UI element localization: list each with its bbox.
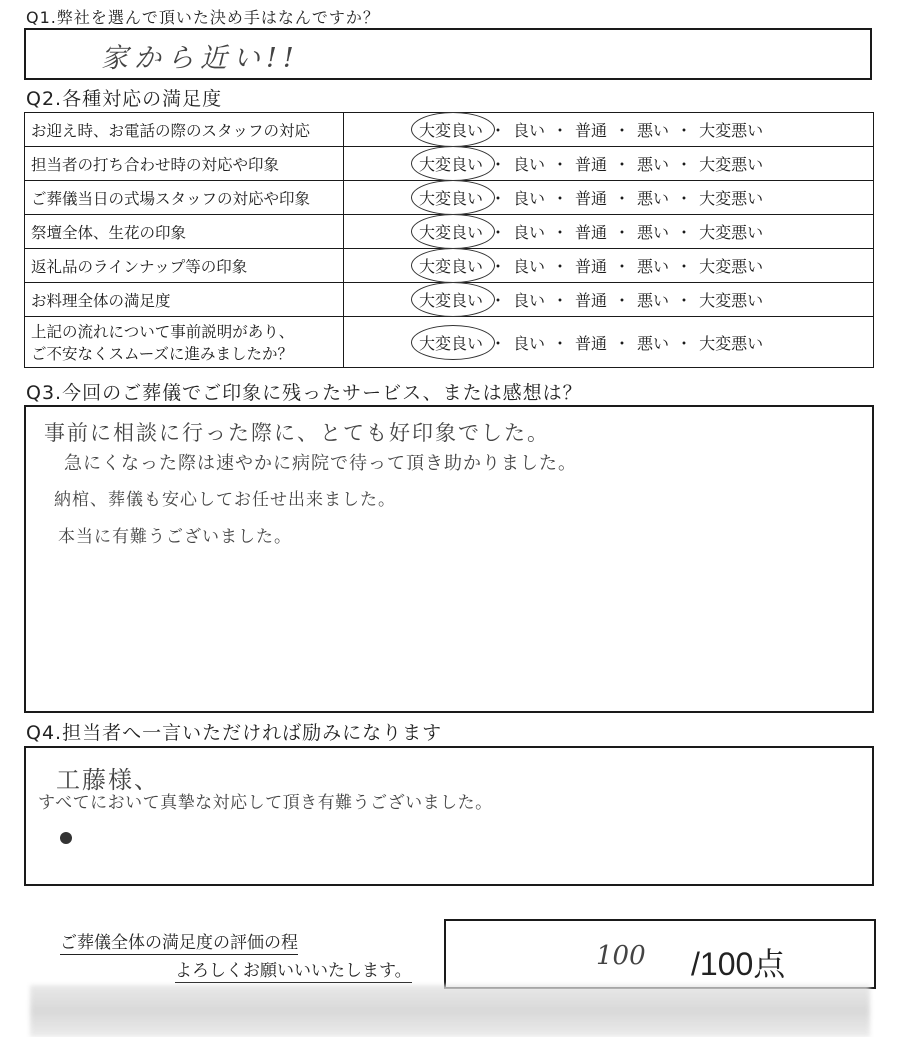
option-separator: ・ <box>614 333 631 353</box>
q2-row-label-text: 上記の流れについて事前説明があり、 <box>31 323 295 341</box>
ink-blot <box>60 832 72 844</box>
q3-line-3: 納棺、葬儀も安心してお任せ出来ました。 <box>54 490 396 510</box>
rating-option[interactable]: 良い <box>513 291 546 310</box>
option-separator: ・ <box>676 291 693 310</box>
rating-option[interactable]: 大変悪い <box>699 291 764 310</box>
rating-option[interactable]: 大変良い <box>419 331 483 354</box>
q2-row-options <box>344 181 874 215</box>
q4-line-1: 工藤様、 <box>56 766 160 794</box>
rating-option[interactable]: 悪い <box>637 291 670 310</box>
rating-option[interactable]: 悪い <box>637 223 670 242</box>
rating-option[interactable]: 大変悪い <box>699 121 764 140</box>
q2-row-label-text: 担当者の打ち合わせ時の対応や印象 <box>31 155 280 174</box>
q2-row-label <box>25 147 344 181</box>
q2-row-label-text: 返礼品のラインナップ等の印象 <box>31 257 248 276</box>
rating-option[interactable]: 大変良い <box>419 288 483 311</box>
option-separator: ・ <box>676 121 693 140</box>
option-separator: ・ <box>490 223 507 242</box>
rating-option[interactable]: 良い <box>513 121 546 140</box>
option-separator: ・ <box>490 189 507 208</box>
rating-option[interactable]: 悪い <box>637 155 670 174</box>
q2-row <box>25 317 874 368</box>
rating-option[interactable]: 普通 <box>575 291 608 310</box>
q3-answer-box[interactable] <box>24 405 874 713</box>
option-separator: ・ <box>676 155 693 174</box>
rating-option[interactable]: 良い <box>513 333 546 353</box>
rating-option[interactable]: 悪い <box>637 121 670 140</box>
rating-prompt-line-1: ご葬儀全体の満足度の評価の程 <box>60 928 298 955</box>
option-separator: ・ <box>552 333 569 353</box>
option-separator: ・ <box>614 257 631 276</box>
q2-row-label <box>25 215 344 249</box>
q1-answer-box[interactable] <box>24 28 872 80</box>
q3-line-1: 事前に相談に行った際に、とても好印象でした。 <box>44 421 550 445</box>
rating-option[interactable]: 大変良い <box>419 118 483 141</box>
option-separator: ・ <box>490 291 507 310</box>
rating-prompt-line-2: よろしくお願いいいたします。 <box>175 956 412 983</box>
rating-option[interactable]: 良い <box>513 155 546 174</box>
q2-row <box>25 147 874 181</box>
option-separator: ・ <box>676 223 693 242</box>
q2-row-label <box>25 317 344 368</box>
q1-answer-text: 家から近い!! <box>101 43 300 74</box>
q2-row <box>25 181 874 215</box>
rating-option[interactable]: 悪い <box>637 189 670 208</box>
q3-line-4: 本当に有難うございました。 <box>58 527 292 547</box>
option-separator: ・ <box>676 189 693 208</box>
q2-row <box>25 249 874 283</box>
blurred-footer <box>30 985 870 1037</box>
rating-option[interactable]: 良い <box>513 189 546 208</box>
q4-answer-box[interactable] <box>24 746 874 886</box>
option-separator: ・ <box>676 333 693 353</box>
q2-row-options <box>344 283 874 317</box>
q2-row <box>25 113 874 147</box>
option-separator: ・ <box>490 333 507 353</box>
q2-row-label-text: お料理全体の満足度 <box>31 291 171 310</box>
q2-row <box>25 215 874 249</box>
option-separator: ・ <box>552 223 569 242</box>
rating-option[interactable]: 大変良い <box>419 254 483 277</box>
rating-option[interactable]: 普通 <box>575 257 608 276</box>
q2-row-label <box>25 283 344 317</box>
rating-option[interactable]: 普通 <box>575 223 608 242</box>
q4-title: Q4.担当者へ一言いただければ励みになります <box>26 722 443 744</box>
rating-option[interactable]: 悪い <box>637 257 670 276</box>
rating-option[interactable]: 大変悪い <box>699 223 764 242</box>
rating-option[interactable]: 大変良い <box>419 186 483 209</box>
q2-row-label <box>25 181 344 215</box>
option-separator: ・ <box>490 155 507 174</box>
rating-option[interactable]: 大変悪い <box>699 155 764 174</box>
rating-score-max: /100点 <box>691 946 786 982</box>
option-separator: ・ <box>676 257 693 276</box>
rating-option[interactable]: 大変悪い <box>699 257 764 276</box>
q3-title: Q3.今回のご葬儀でご印象に残ったサービス、または感想は？ <box>26 382 583 404</box>
option-separator: ・ <box>614 155 631 174</box>
rating-score-value: 100 <box>596 941 646 971</box>
rating-option[interactable]: 普通 <box>575 155 608 174</box>
rating-option[interactable]: 大変良い <box>419 220 483 243</box>
rating-option[interactable]: 良い <box>513 257 546 276</box>
rating-option[interactable]: 大変悪い <box>699 189 764 208</box>
option-separator: ・ <box>614 223 631 242</box>
option-separator: ・ <box>490 257 507 276</box>
option-separator: ・ <box>614 189 631 208</box>
rating-option[interactable]: 悪い <box>637 333 670 353</box>
q2-row-label-text: ご葬儀当日の式場スタッフの対応や印象 <box>31 189 311 208</box>
option-separator: ・ <box>552 189 569 208</box>
q2-row-options <box>344 113 874 147</box>
rating-option[interactable]: 普通 <box>575 333 608 353</box>
rating-option[interactable]: 良い <box>513 223 546 242</box>
q2-row-label <box>25 249 344 283</box>
q2-row-options <box>344 249 874 283</box>
option-separator: ・ <box>614 291 631 310</box>
q2-row-label-text: お迎え時、お電話の際のスタッフの対応 <box>31 121 311 140</box>
rating-option[interactable]: 大変良い <box>419 152 483 175</box>
q2-row <box>25 283 874 317</box>
q1-title: Q1.弊社を選んで頂いた決め手はなんですか？ <box>26 8 380 27</box>
q2-title: Q2.各種対応の満足度 <box>26 88 223 110</box>
q4-line-2: すべてにおいて真摯な対応して頂き有難うございました。 <box>38 793 493 813</box>
rating-option[interactable]: 普通 <box>575 121 608 140</box>
q2-row-options <box>344 317 874 368</box>
q2-row-label <box>25 113 344 147</box>
option-separator: ・ <box>552 257 569 276</box>
q2-row-label-text: 祭壇全体、生花の印象 <box>31 223 187 242</box>
q2-row-options <box>344 147 874 181</box>
option-separator: ・ <box>490 121 507 140</box>
option-separator: ・ <box>552 121 569 140</box>
rating-option[interactable]: 普通 <box>575 189 608 208</box>
option-separator: ・ <box>614 121 631 140</box>
rating-score-box[interactable] <box>444 919 876 989</box>
q2-row-options <box>344 215 874 249</box>
q2-satisfaction-table <box>24 112 874 368</box>
option-separator: ・ <box>552 291 569 310</box>
q2-row-label-text-2: ご不安なくスムーズに進みましたか？ <box>31 345 293 363</box>
option-separator: ・ <box>552 155 569 174</box>
q3-line-2: 急にくなった際は速やかに病院で待って頂き助かりました。 <box>64 453 577 474</box>
rating-option[interactable]: 大変悪い <box>699 333 764 353</box>
